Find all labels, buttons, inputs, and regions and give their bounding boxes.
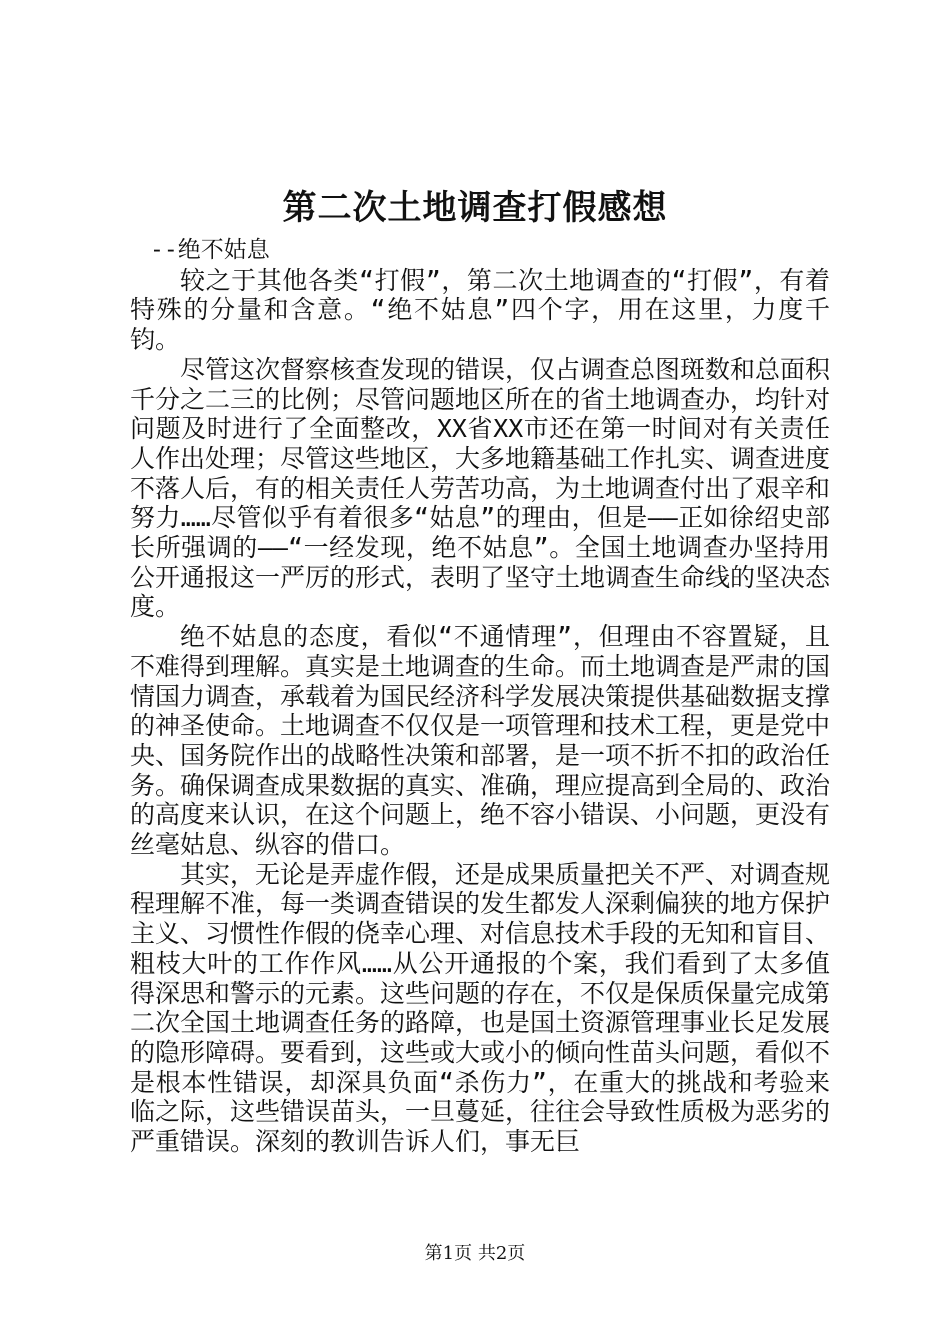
paragraph: 较之于其他各类“打假”，第二次土地调查的“打假”，有着特殊的分量和含意。“绝不姑息”四个字，用在这里，力度千钧。 (130, 265, 830, 355)
document-title: 第二次土地调查打假感想 (282, 188, 668, 228)
document-body (130, 236, 830, 1157)
paragraph: 其实，无论是弄虚作假，还是成果质量把关不严、对调查规程理解不准，每一类调查错误的发生都发人深剩偏狭的地方保护主义、习惯性作假的侥幸心理、对信息技术手段的无知和盲目、粗枝大叶的工作作风……从公开通报的个案，我们看到了太多值得深思和警示的元素。这些问题的存在，不仅是保质保量完成第二次全国土地调查任务的路障，也是国土资源管理事业长足发展的隐形障碍。要看到，这些或大或小的倾向性苗头问题，看似不是根本性错误，却深具负面“杀伤力”，在重大的挑战和考验来临之际，这些错误苗头，一旦蔓延，往往会导致性质极为恶劣的严重错误。深刻的教训告诉人们，事无巨 (130, 859, 831, 1157)
paragraph: 绝不姑息的态度，看似“不通情理”，但理由不容置疑，且不难得到理解。真实是土地调查的生命。而土地调查是严肃的国情国力调查，承载着为国民经济科学发展决策提供基础数据支撑的神圣使命。土地调查不仅仅是一项管理和技术工程，更是党中央、国务院作出的战略性决策和部署，是一项不折不扣的政治任务。确保调查成果数据的真实、准确，理应提高到全局的、政治的高度来认识，在这个问题上，绝不容小错误、小问题，更没有丝毫姑息、纵容的借口。 (130, 622, 831, 860)
paragraph: 尽管这次督察核查发现的错误，仅占调查总图斑数和总面积千分之二三的比例；尽管问题地区所在的省土地调查办，均针对问题及时进行了全面整改，XX省XX市还在第一时间对有关责任人作出处理；尽管这些地区，大多地籍基础工作扎实、调查进度不落人后，有的相关责任人劳苦功高，为土地调查付出了艰辛和努力……尽管似乎有着很多“姑息”的理由，但是——正如徐绍史部长所强调的——“一经发现，绝不姑息”。全国土地调查办坚持用公开通报这一严厉的形式，表明了坚守土地调查生命线的坚决态度。 (130, 354, 831, 622)
page-footer: 第1页 共2页 (424, 1243, 526, 1264)
document-subtitle: --绝不姑息 (150, 237, 270, 263)
